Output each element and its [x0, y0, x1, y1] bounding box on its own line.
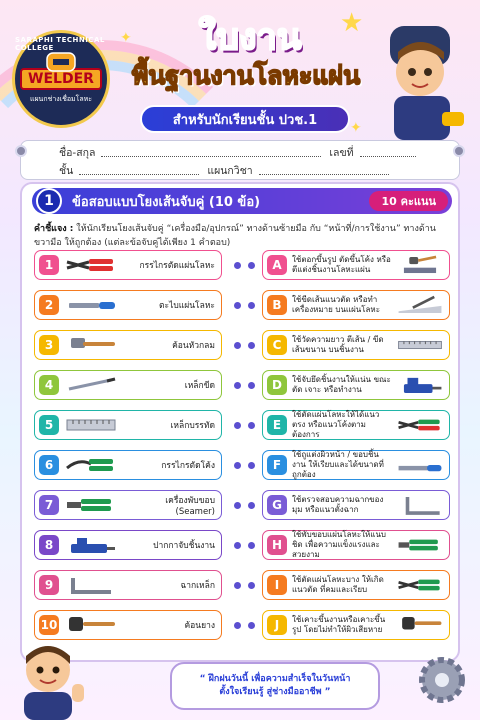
tool-item-9: [34, 570, 222, 600]
function-letter: A: [267, 255, 287, 275]
binder-hole: [15, 145, 27, 157]
matching-section-card: [20, 182, 460, 662]
tool-name: กรรไกรตัดโค้ง: [161, 461, 215, 471]
rubber-mallet-icon: [395, 614, 445, 636]
instructions-label: คำชี้แจง :: [34, 224, 74, 234]
curved-snips-icon: [63, 454, 119, 476]
function-item-I: [262, 570, 450, 600]
name-field[interactable]: [101, 147, 321, 157]
tool-number: 4: [39, 375, 59, 395]
tool-item-1: [34, 250, 222, 280]
hammer-icon: [63, 334, 119, 356]
function-item-C: [262, 330, 450, 360]
function-description: ใช้พับขอบแผ่นโลหะให้แนบชิด เพื่อความแข็งแรงและสวยงาม: [292, 530, 387, 559]
function-letter: J: [267, 615, 287, 635]
tool-item-8: [34, 530, 222, 560]
match-dot-right-E[interactable]: [248, 422, 255, 429]
try-square-icon: [395, 494, 445, 516]
instructions: [34, 222, 450, 250]
tool-number: 3: [39, 335, 59, 355]
match-dot-right-H[interactable]: [248, 542, 255, 549]
student-mascot-illustration: [8, 640, 98, 720]
tool-item-4: [34, 370, 222, 400]
function-description: ใช้ตรวจสอบความฉากของมุม หรือแนวตั้งฉาก: [292, 495, 384, 514]
tool-item-3: [34, 330, 222, 360]
name-label: ชื่อ-สกุล: [59, 146, 96, 159]
logo-brand: WELDER: [20, 68, 102, 90]
function-item-E: [262, 410, 450, 440]
match-dot-left-8[interactable]: [234, 542, 241, 549]
tool-item-6: [34, 450, 222, 480]
function-letter: D: [267, 375, 287, 395]
tin-snips-icon: [395, 574, 445, 596]
vise-icon: [63, 534, 119, 556]
tool-name: เหล็กบรรทัด: [170, 421, 215, 431]
steel-ruler-icon: [395, 334, 445, 356]
match-dot-right-J[interactable]: [248, 622, 255, 629]
tool-number: 8: [39, 535, 59, 555]
match-dot-left-4[interactable]: [234, 382, 241, 389]
function-item-B: [262, 290, 450, 320]
star-icon: ★: [340, 8, 364, 38]
function-description: ใช้ถูแต่งผิวหน้า / ขอบชิ้นงาน ให้เรียบและได้ขนาดที่ถูกต้อง: [292, 450, 384, 479]
instructions-text: ให้นักเรียนโยงเส้นจับคู่ “เครื่องมือ/อุปกรณ์” ทางด้านซ้ายมือ กับ “หน้าที่/การใช้งาน” ทางด้านขวามือ ให้ถูกต้อง (แต่ละข้อจับคู่ได้เพียง 1 คำตอบ): [34, 224, 436, 248]
tool-number: 7: [39, 495, 59, 515]
match-dot-right-B[interactable]: [248, 302, 255, 309]
tool-name: ฉากเหล็ก: [180, 581, 215, 591]
tool-number: 6: [39, 455, 59, 475]
tool-item-7: [34, 490, 222, 520]
function-description: ใช้เคาะขึ้นงานหรือเคาะขึ้นรูป โดยไม่ทำให้ผิวเสียหาย: [292, 615, 386, 634]
tool-name: ปากกาจับชิ้นงาน: [153, 541, 215, 551]
function-item-J: [262, 610, 450, 640]
hammer-on-anvil-icon: [395, 254, 445, 276]
ruler-icon: [63, 414, 119, 436]
quote-line-2: ตั้งใจเรียนรู้ สู่ช่างมืออาชีพ ”: [219, 687, 331, 697]
function-letter: I: [267, 575, 287, 595]
function-item-H: [262, 530, 450, 560]
match-dot-left-5[interactable]: [234, 422, 241, 429]
function-letter: H: [267, 535, 287, 555]
function-item-A: [262, 250, 450, 280]
class-label: ชั้น: [59, 164, 74, 177]
college-logo: [12, 30, 110, 128]
function-description: ใช้จับยึดชิ้นงานให้แน่น ขณะตัด เจาะ หรือทำงาน: [292, 375, 391, 394]
page-title: ใบงาน: [198, 17, 302, 58]
match-dot-right-F[interactable]: [248, 462, 255, 469]
match-dot-right-I[interactable]: [248, 582, 255, 589]
match-dot-right-G[interactable]: [248, 502, 255, 509]
tool-item-2: [34, 290, 222, 320]
tool-name: ค้อนหัวกลม: [172, 341, 215, 351]
match-dot-left-6[interactable]: [234, 462, 241, 469]
function-item-F: [262, 450, 450, 480]
match-dot-right-D[interactable]: [248, 382, 255, 389]
welder-mask-icon: [41, 51, 81, 73]
function-description: ใช้ขีดเส้นแนวตัด หรือทำเครื่องหมาย บนแผ่นโลหะ: [292, 295, 380, 314]
motivation-quote: [170, 662, 380, 710]
number-label: เลขที่: [329, 146, 354, 159]
page-subtitle: พื้นฐานงานโลหะแผ่น: [131, 61, 361, 90]
function-description: ใช้ตัดแผ่นโลหะบาง ให้เกิดแนวตัด ที่คมและเรียบ: [292, 575, 384, 594]
function-item-G: [262, 490, 450, 520]
function-letter: B: [267, 295, 287, 315]
function-letter: G: [267, 495, 287, 515]
tool-name: ค้อนยาง: [184, 621, 215, 631]
tool-item-5: [34, 410, 222, 440]
logo-college-name: SARAPHI TECHNICAL COLLEGE: [15, 36, 105, 52]
snips-icon: [63, 254, 119, 276]
section-number: 1: [36, 188, 62, 214]
match-dot-right-A[interactable]: [248, 262, 255, 269]
function-description: ใช้ตัดแผ่นโลหะให้ได้แนวตรง หรือแนวโค้งตามต้องการ: [292, 410, 380, 439]
department-field[interactable]: [259, 165, 389, 175]
function-letter: F: [267, 455, 287, 475]
department-label: แผนกวิชา: [207, 164, 253, 177]
tool-number: 9: [39, 575, 59, 595]
student-info-box: [20, 140, 460, 180]
seamer-icon: [63, 494, 119, 516]
section-title: ข้อสอบแบบโยงเส้นจับคู่ (10 ข้อ): [72, 194, 261, 210]
match-dot-left-1[interactable]: [234, 262, 241, 269]
sparkle-icon: ✦: [350, 120, 362, 136]
gear-icon: [412, 650, 472, 710]
function-description: ใช้วัดความยาว ตีเส้น / ขีดเส้นขนาน บนชิ้นงาน: [292, 335, 384, 354]
match-dot-left-10[interactable]: [234, 622, 241, 629]
bench-vise-icon: [395, 374, 445, 396]
tool-number: 5: [39, 415, 59, 435]
scriber-on-sheet-icon: [395, 294, 445, 316]
sparkle-icon: ✦: [120, 30, 132, 46]
tool-number: 2: [39, 295, 59, 315]
function-item-D: [262, 370, 450, 400]
flat-file-icon: [395, 454, 445, 476]
hand-seamer-icon: [395, 534, 445, 556]
number-field[interactable]: [360, 147, 416, 157]
tool-name: เครื่องพับขอบ (Seamer): [165, 496, 215, 517]
match-dot-left-9[interactable]: [234, 582, 241, 589]
logo-department: แผนกช่างเชื่อมโลหะ: [29, 94, 93, 103]
welder-mascot-illustration: [372, 22, 472, 142]
quote-line-1: “ ฝึกฝนวันนี้ เพื่อความสำเร็จในวันหน้า: [199, 674, 351, 684]
tool-item-10: [34, 610, 222, 640]
score-badge: 10 คะแนน: [369, 191, 448, 211]
match-dot-right-C[interactable]: [248, 342, 255, 349]
section-header: [32, 188, 452, 214]
binder-hole: [453, 145, 465, 157]
aviation-snips-icon: [395, 414, 445, 436]
function-letter: C: [267, 335, 287, 355]
scriber-icon: [63, 374, 119, 396]
function-description: ใช้ตอกขึ้นรูป ตัดขึ้นโค้ง หรือตีแต่งชิ้นงานโลหะแผ่น: [292, 255, 391, 274]
grade-banner: สำหรับนักเรียนชั้น ปวช.1: [140, 105, 350, 133]
tool-name: กรรไกรตัดแผ่นโลหะ: [139, 261, 215, 271]
function-letter: E: [267, 415, 287, 435]
file-icon: [63, 294, 119, 316]
match-dot-left-2[interactable]: [234, 302, 241, 309]
tool-number: 1: [39, 255, 59, 275]
class-field[interactable]: [79, 165, 199, 175]
match-dot-left-7[interactable]: [234, 502, 241, 509]
tool-name: ตะไบแผ่นโลหะ: [159, 301, 215, 311]
match-dot-left-3[interactable]: [234, 342, 241, 349]
mallet-icon: [63, 614, 119, 636]
tool-number: 10: [39, 615, 59, 635]
square-icon: [63, 574, 119, 596]
tool-name: เหล็กขีด: [184, 381, 215, 391]
